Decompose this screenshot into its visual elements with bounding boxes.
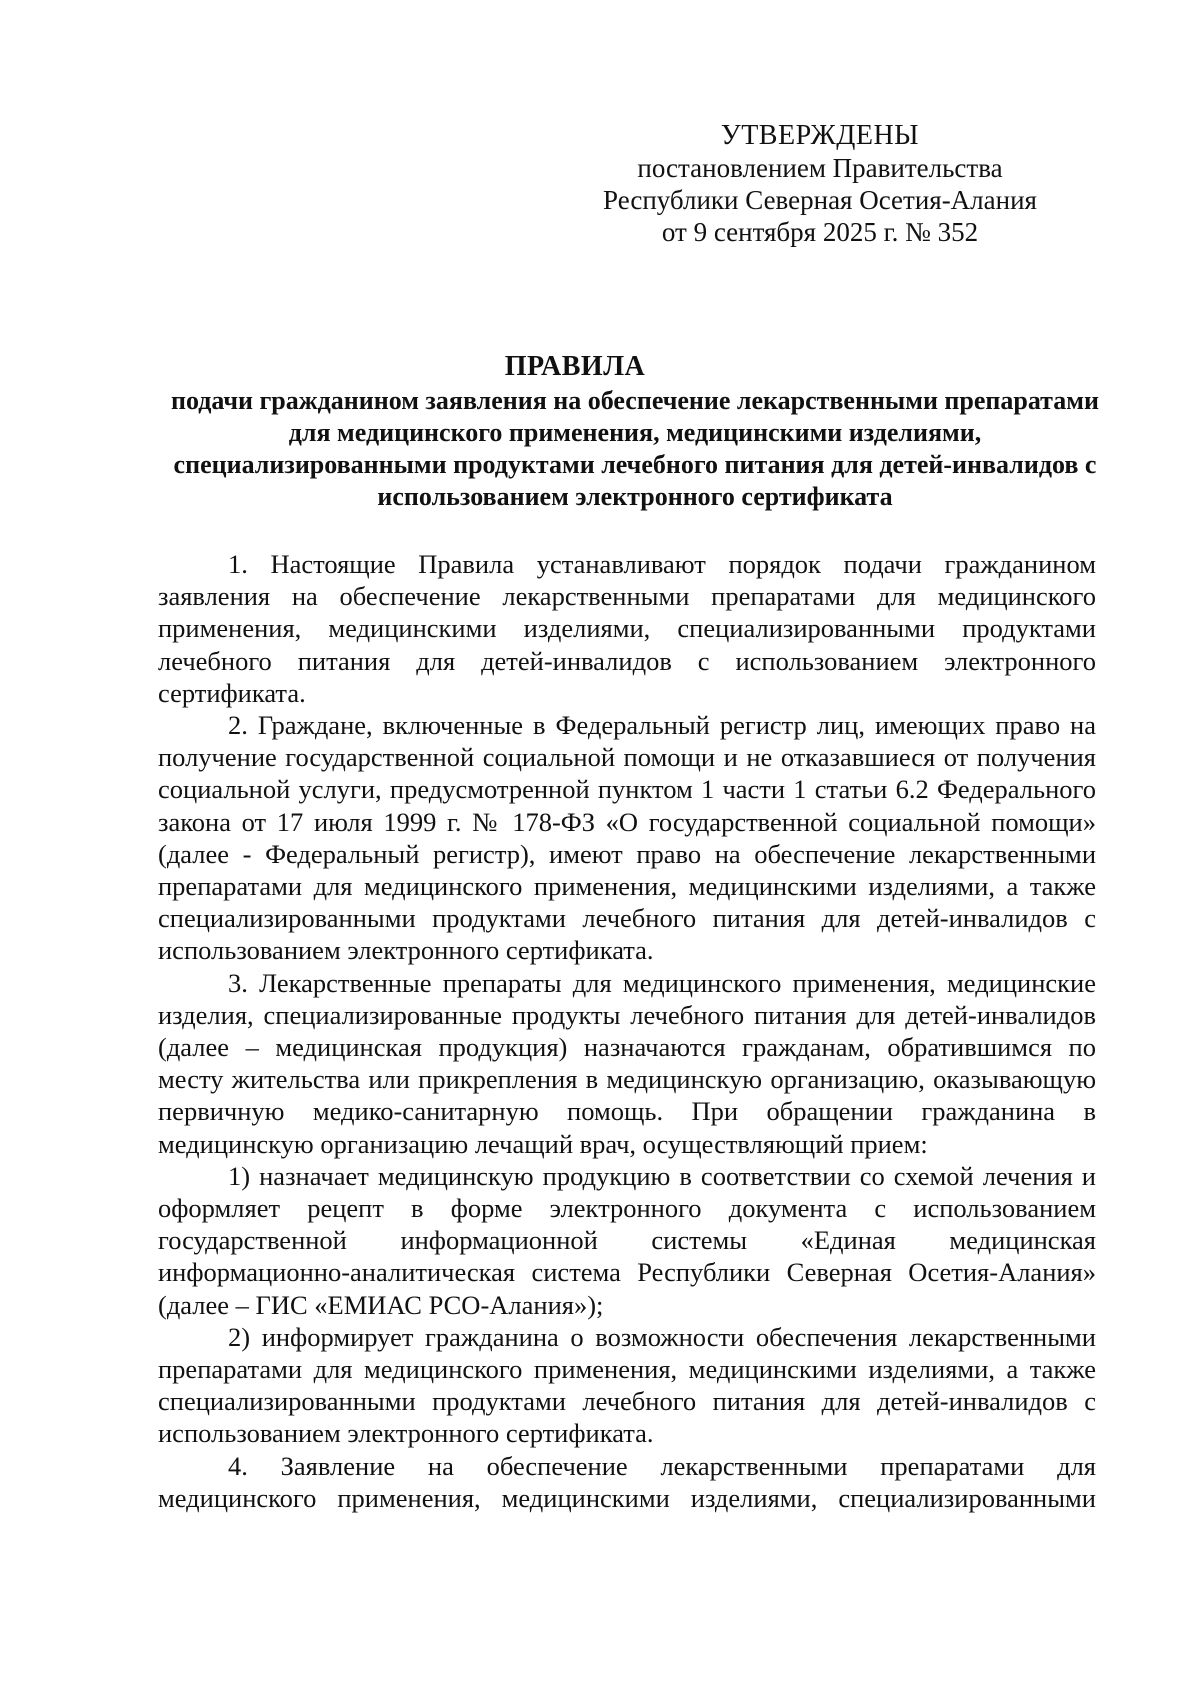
document-title: ПРАВИЛА bbox=[504, 351, 646, 382]
paragraph-3-item-2: 2) информирует гражданина о возможности обеспечения лекарственными препаратами для медицинского применения, медицинскими изделиями, а также специализированными продуктами лечебного питания для детей-инвалидов с использованием электронного сертификата. bbox=[158, 1321, 1096, 1449]
approval-line-2: Республики Северная Осетия-Алания bbox=[603, 185, 1037, 215]
approval-line-3: от 9 сентября 2025 г. № 352 bbox=[661, 217, 979, 247]
approval-line-1: постановлением Правительства bbox=[637, 153, 1003, 183]
paragraph-2: 2. Граждане, включенные в Федеральный регистр лиц, имеющих право на получение государственной социальной помощи и не отказавшиеся от получения социальной услуги, предусмотренной пунктом 1 части 1 статьи 6.2 Федерального закона от 17 июля 1999 г. № 178-ФЗ «О государственной социальной помощи» (далее - Федеральный регистр), имеют право на обеспечение лекарственными препаратами для медицинского применения, медицинскими изделиями, а также специализированными продуктами лечебного питания для детей-инвалидов с использованием электронного сертификата. bbox=[158, 710, 1096, 966]
document-subtitle: подачи гражданином заявления на обеспечение лекарственными препаратами для медицинского применения, медицинскими изделиями, специализированными продуктами лечебного питания для детей-инвалидов с использованием электронного сертификата bbox=[171, 386, 1099, 511]
paragraph-3-item-1: 1) назначает медицинскую продукцию в соответствии со схемой лечения и оформляет рецепт в форме электронного документа с использованием государственной информационной системы «Единая медицинская информационно-аналитическая система Республики Северная Осетия-Алания» (далее – ГИС «ЕМИАС РСО-Алания»); bbox=[158, 1160, 1096, 1320]
paragraph-3: 3. Лекарственные препараты для медицинского применения, медицинские изделия, специализированные продукты лечебного питания для детей-инвалидов (далее – медицинская продукция) назначаются гражданам, обратившимся по месту жительства или прикрепления в медицинскую организацию, оказывающую первичную медико-санитарную помощь. При обращении гражданина в медицинскую организацию лечащий врач, осуществляющий прием: bbox=[158, 967, 1096, 1159]
paragraph-1: 1. Настоящие Правила устанавливают порядок подачи гражданином заявления на обеспечение лекарственными препаратами для медицинского применения, медицинскими изделиями, специализированными продуктами лечебного питания для детей-инвалидов с использованием электронного сертификата. bbox=[158, 549, 1096, 708]
paragraph-4: 4. Заявление на обеспечение лекарственными препаратами для медицинского применения, медицинскими изделиями, специализированными bbox=[158, 1450, 1096, 1513]
document-body bbox=[158, 548, 1096, 1514]
approval-stamp bbox=[560, 120, 1080, 248]
approval-heading: УТВЕРЖДЕНЫ bbox=[720, 120, 920, 151]
